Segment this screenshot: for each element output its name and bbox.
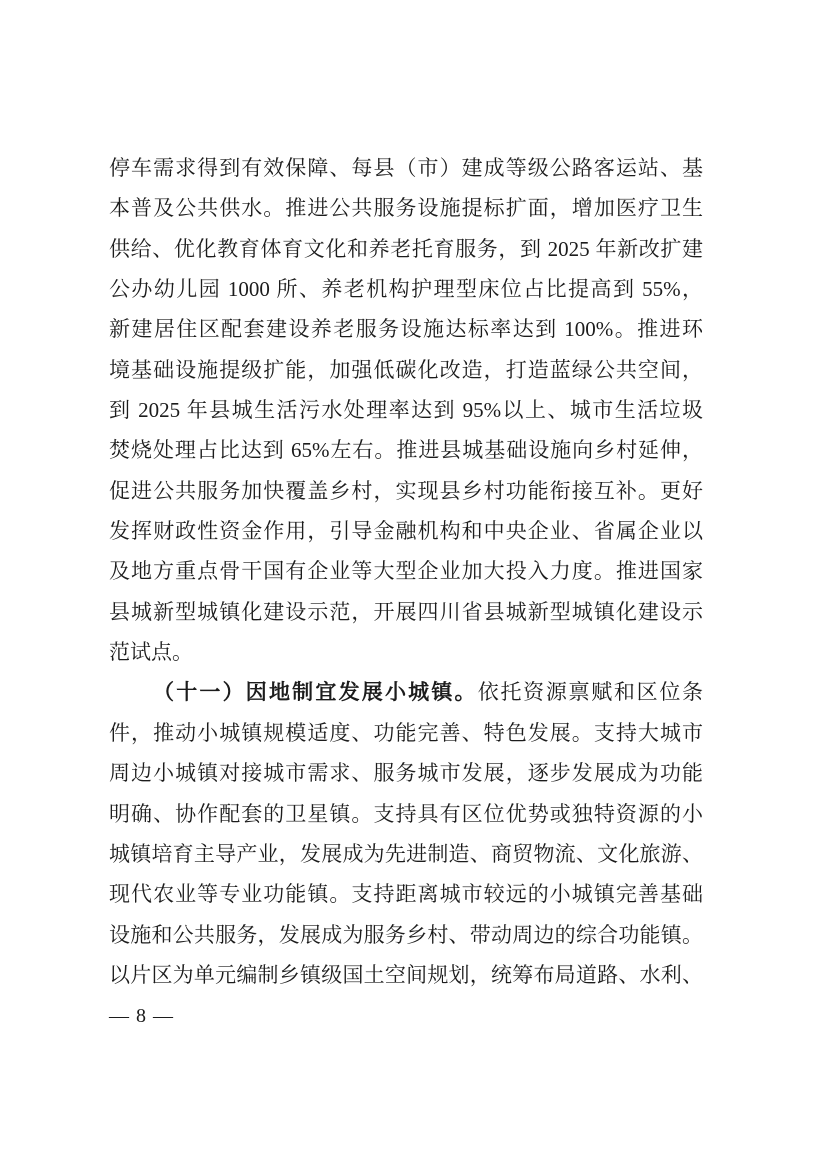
body-line: 发挥财政性资金作用，引导金融机构和中央企业、省属企业以 <box>109 519 703 544</box>
body-line: 设施和公共服务，发展成为服务乡村、带动周边的综合功能镇。 <box>109 922 703 947</box>
document-text-block <box>109 148 703 995</box>
section-heading: （十一）因地制宜发展小城镇。 <box>153 680 478 705</box>
body-line: 明确、协作配套的卫星镇。支持具有区位优势或独特资源的小 <box>109 801 703 826</box>
body-line: 以片区为单元编制乡镇级国土空间规划，统筹布局道路、水利、 <box>109 962 703 987</box>
body-line: 境基础设施提级扩能，加强低碳化改造，打造蓝绿公共空间， <box>109 357 703 382</box>
body-line: 停车需求得到有效保障、每县（市）建成等级公路客运站、基 <box>109 156 703 180</box>
body-line: 焚烧处理占比达到 65%左右。推进县城基础设施向乡村延伸， <box>109 438 703 463</box>
body-line: 范试点。 <box>109 640 193 665</box>
body-line: 本普及公共供水。推进公共服务设施提标扩面，增加医疗卫生 <box>109 196 703 221</box>
body-line: 促进公共服务加快覆盖乡村，实现县乡村功能衔接互补。更好 <box>109 478 703 503</box>
body-line: 件，推动小城镇规模适度、功能完善、特色发展。支持大城市 <box>109 720 703 745</box>
body-line: 公办幼儿园 1000 所、养老机构护理型床位占比提高到 55%， <box>109 277 703 302</box>
body-line: 供给、优化教育体育文化和养老托育服务，到 2025 年新改扩建 <box>109 236 703 261</box>
body-line: 及地方重点骨干国有企业等大型企业加大投入力度。推进国家 <box>109 559 703 584</box>
body-line: 新建居住区配套建设养老服务设施达标率达到 100%。推进环 <box>109 317 703 342</box>
body-line: 县城新型城镇化建设示范，开展四川省县城新型城镇化建设示 <box>109 599 703 624</box>
page-number: — 8 — <box>109 1005 174 1027</box>
body-line: 周边小城镇对接城市需求、服务城市发展，逐步发展成为功能 <box>109 761 703 786</box>
body-line: 现代农业等专业功能镇。支持距离城市较远的小城镇完善基础 <box>109 882 703 907</box>
section-heading-line: （十一）因地制宜发展小城镇。依托资源禀赋和区位条 <box>153 680 704 705</box>
page-footer <box>109 1003 174 1029</box>
body-line: 到 2025 年县城生活污水处理率达到 95%以上、城市生活垃圾 <box>109 398 703 423</box>
body-line: 城镇培育主导产业，发展成为先进制造、商贸物流、文化旅游、 <box>109 841 703 866</box>
